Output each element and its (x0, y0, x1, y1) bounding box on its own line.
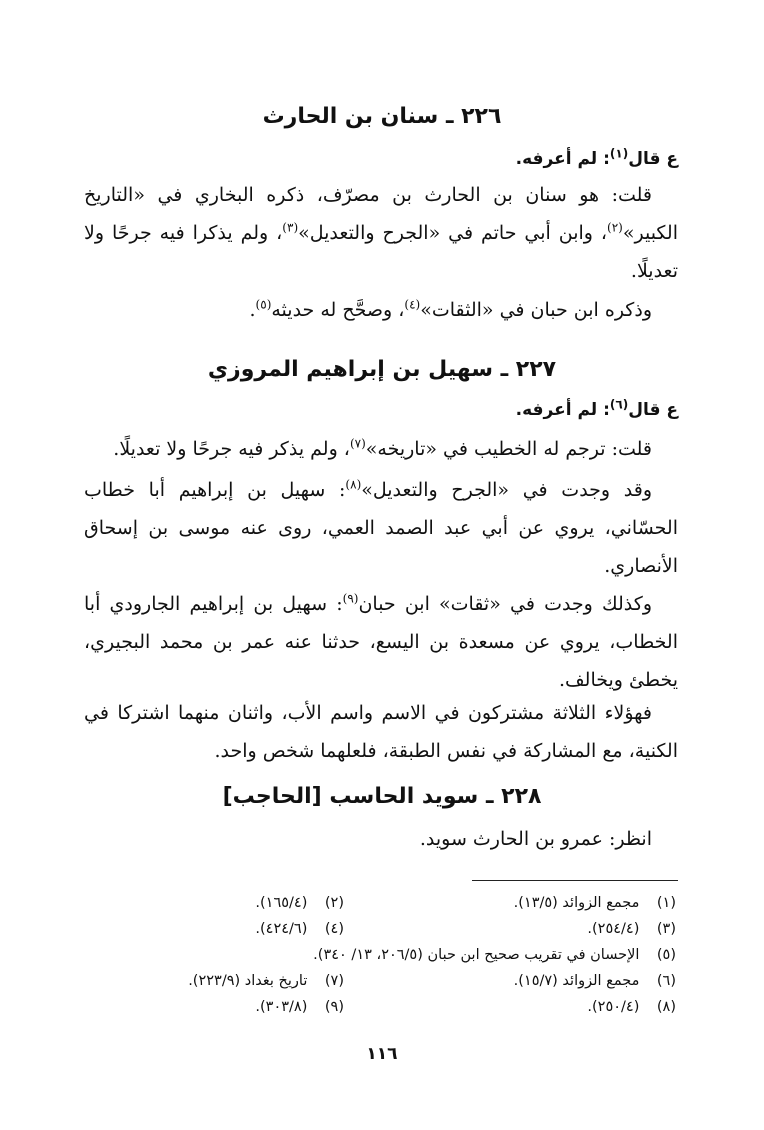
quote-marker: ع (666, 400, 678, 420)
paragraph: انظر: عمرو بن الحارث سويد. (419, 828, 652, 850)
entry-heading-226: ٢٢٦ ـ سنان بن الحارث (262, 104, 502, 129)
quote-label: قال (628, 400, 661, 420)
footnote-separator (472, 880, 678, 881)
quote-line-227 (86, 397, 678, 423)
quote-label: قال (628, 149, 661, 169)
footnote-3: (٣) (٢٥٤/٤). (587, 921, 676, 937)
quote-text: : لم أعرفه. (515, 400, 610, 420)
quote-line-226 (86, 146, 678, 172)
footnote-ref: (٧) (349, 436, 366, 451)
footnote-ref: (٩) (342, 591, 359, 606)
footnote-1: (١) مجمع الزوائد (١٣/٥). (513, 895, 676, 911)
paragraph: وقد وجدت في «الجرح والتعديل»$^{(٨)}$: سهيل بن إبراهيم أبا خطاب الحسّاني، يروي عن أبي عبد الصمد العمي، روى عنه موسى بن إسحاق الأنصاري. (84, 477, 678, 577)
footnote-ref: (٢) (607, 220, 623, 235)
footnote-ref: (١) (609, 146, 629, 161)
paragraph: قلت: هو سنان بن الحارث بن مصرّف، ذكره البخاري في «التاريخ الكبير»$^{(٢)}$، وابن أبي حاتم في «الجرح والتعديل»$^{(٣)}$، ولم يذكرا فيه جرحًا ولا تعديلًا. (84, 184, 678, 282)
entry-heading-227: ٢٢٧ ـ سهيل بن إبراهيم المروزي (207, 357, 557, 382)
footnote-ref: (٣) (282, 220, 299, 235)
footnote-ref: (٦) (609, 397, 629, 412)
entry-heading-228: ٢٢٨ ـ سويد الحاسب [الحاجب] (222, 784, 542, 809)
footnote-ref: (٤) (404, 297, 421, 312)
footnote-5: (٥) الإحسان في تقريب صحيح ابن حبان (٢٠٦/٥، ١٣/ ٣٤٠). (313, 947, 676, 963)
page-number: ١١٦ (366, 1044, 398, 1064)
footnote-4: (٤) (٤٢٤/٦). (255, 921, 344, 937)
footnote-8: (٨) (٢٥٠/٤). (587, 999, 676, 1015)
footnote-ref: (٥) (255, 297, 272, 312)
quote-marker: ع (666, 149, 678, 169)
paragraph: وذكره ابن حبان في «الثقات»$^{(٤)}$، وصحَّح له حديثه$^{(٥)}$. (249, 297, 652, 321)
paragraph: قلت: ترجم له الخطيب في «تاريخه»$^{(٧)}$، ولم يذكر فيه جرحًا ولا تعديلًا. (113, 436, 652, 460)
footnote-7: (٧) تاريخ بغداد (٢٢٣/٩). (188, 973, 344, 989)
quote-text: : لم أعرفه. (515, 149, 610, 169)
paragraph: فهؤلاء الثلاثة مشتركون في الاسم واسم الأب، واثنان منهما اشتركا في الكنية، مع المشاركة في نفس الطبقة، فلعلهما شخص واحد. (84, 702, 678, 762)
footnote-9: (٩) (٣٠٣/٨). (255, 999, 344, 1015)
footnote-2: (٢) (١٦٥/٤). (255, 895, 344, 911)
paragraph: وكذلك وجدت في «ثقات» ابن حبان$^{(٩)}$: سهيل بن إبراهيم الجارودي أبا الخطاب، يروي عن مسعدة بن اليسع، حدثنا عنه عمر بن محمد البجيري، يخطئ ويخالف. (84, 591, 678, 691)
footnote-6: (٦) مجمع الزوائد (١٥/٧). (513, 973, 676, 989)
footnote-ref: (٨) (345, 477, 362, 492)
